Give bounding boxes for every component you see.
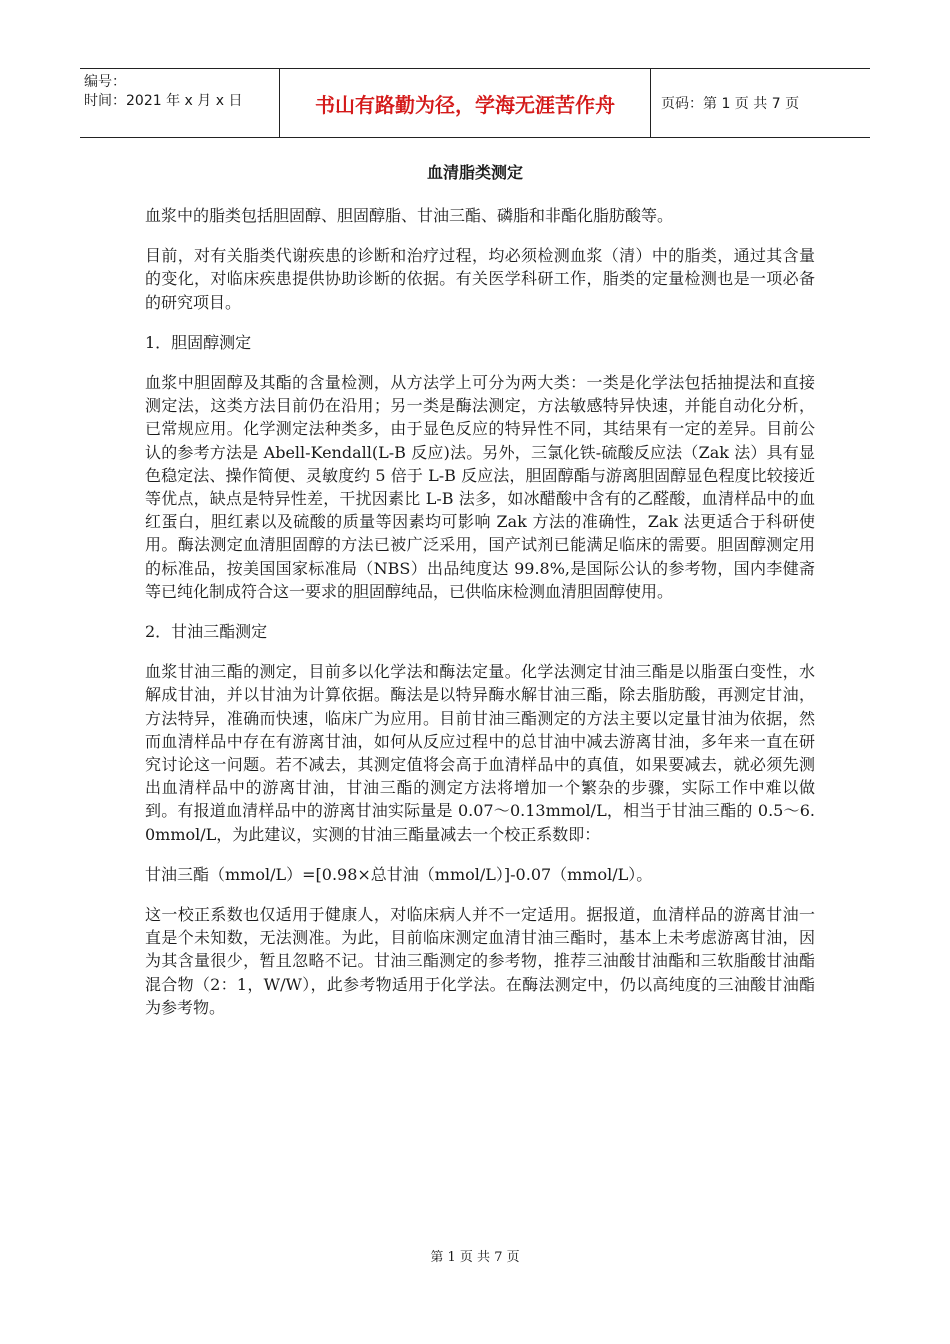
- header-page-info: 页码：第 1 页 共 7 页: [661, 96, 800, 112]
- document-title: 血清脂类测定: [426, 163, 523, 182]
- paragraph-purpose: 目前，对有关脂类代谢疾患的诊断和治疗过程，均必须检测血浆（清）中的脂类，通过其含量的变化，对临床疾患提供协助诊断的依据。有关医学科研工作，脂类的定量检测也是一项必备的研究项目。: [145, 246, 815, 312]
- section-heading-cholesterol: 1．胆固醇测定: [145, 332, 252, 352]
- paragraph-triglyceride: 血浆甘油三酯的测定，目前多以化学法和酶法定量。化学法测定甘油三酯是以脂蛋白变性，水解成甘油，并以甘油为计算依据。酶法是以特异酶水解甘油三酯，除去脂肪酸，再测定甘油，方法特异，准确而快速，临床广为应用。目前甘油三酯测定的方法主要以定量甘油为依据，然而血清样品中存在有游离甘油，如何从反应过程中的总甘油中减去游离甘油，多年来一直在研究讨论这一问题。若不减去，其测定值将会高于血清样品中的真值，如果要减去，就必须先测出血清样品中的游离甘油，甘油三酯的测定方法将增加一个繁杂的步骤，实际工作中难以做到。有报道血清样品中的游离甘油实际量是 0.07～0.13mmol/L，相当于甘油三酯的 0.5～6.0mmol/L，为此建议，实测的甘油三酯量减去一个校正系数即：: [145, 662, 815, 844]
- page-footer: 第 1 页 共 7 页: [430, 1250, 520, 1265]
- header-meta: [80, 69, 280, 137]
- section-heading-triglyceride: 2．甘油三酯测定: [145, 622, 268, 642]
- document-body: [145, 204, 815, 1036]
- page-header: [80, 68, 870, 138]
- paragraph-cholesterol: 血浆中胆固醇及其酯的含量检测，从方法学上可分为两大类：一类是化学法包括抽提法和直接测定法，这类方法目前仍在沿用；另一类是酶法测定，方法敏感特异快速，并能自动化分析，已常规应用。化学测定法种类多，由于显色反应的特异性不同，其结果有一定的差异。目前公认的参考方法是 Abell-Kendall(L-B 反应)法。另外，三氯化铁-硫酸反应法（Zak 法）具有显色稳定法、操作简便、灵敏度约 5 倍于 L-B 反应法，胆固醇酯与游离胆固醇显色程度比较接近等优点，缺点是特异性差，干扰因素比 L-B 法多，如冰醋酸中含有的乙醛酸，血清样品中的血红蛋白，胆红素以及硫酸的质量等因素均可影响 Zak 方法的准确性，Zak 法更适合于科研使用。酶法测定血清胆固醇的方法已被广泛采用，国产试剂已能满足临床的需要。胆固醇测定用的标准品，按美国国家标准局（NBS）出品纯度达 99.8%,是国际公认的参考物，国内李健斋等已纯化制成符合这一要求的胆固醇纯品，已供临床检测血清胆固醇使用。: [145, 373, 815, 601]
- number-label: 编号：: [84, 74, 126, 90]
- formula-line: 甘油三酯（mmol/L）=[0.98×总甘油（mmol/L）]-0.07（mmol/L）。: [145, 864, 653, 884]
- time-label: 时间：2021 年 x 月 x 日: [84, 93, 243, 109]
- header-motto: 书山有路勤为径，学海无涯苦作舟: [280, 69, 651, 137]
- paragraph-intro: 血浆中的脂类包括胆固醇、胆固醇脂、甘油三酯、磷脂和非酯化脂肪酸等。: [145, 206, 674, 225]
- paragraph-correction: 这一校正系数也仅适用于健康人，对临床病人并不一定适用。据报道，血清样品的游离甘油一直是个未知数，无法测准。为此，目前临床测定血清甘油三酯时，基本上未考虑游离甘油，因为其含量很少，暂且忽略不记。甘油三酯测定的参考物，推荐三油酸甘油酯和三软脂酸甘油酯混合物（2：1，W/W），此参考物适用于化学法。在酶法测定中，仍以高纯度的三油酸甘油酯为参考物。: [145, 905, 815, 1017]
